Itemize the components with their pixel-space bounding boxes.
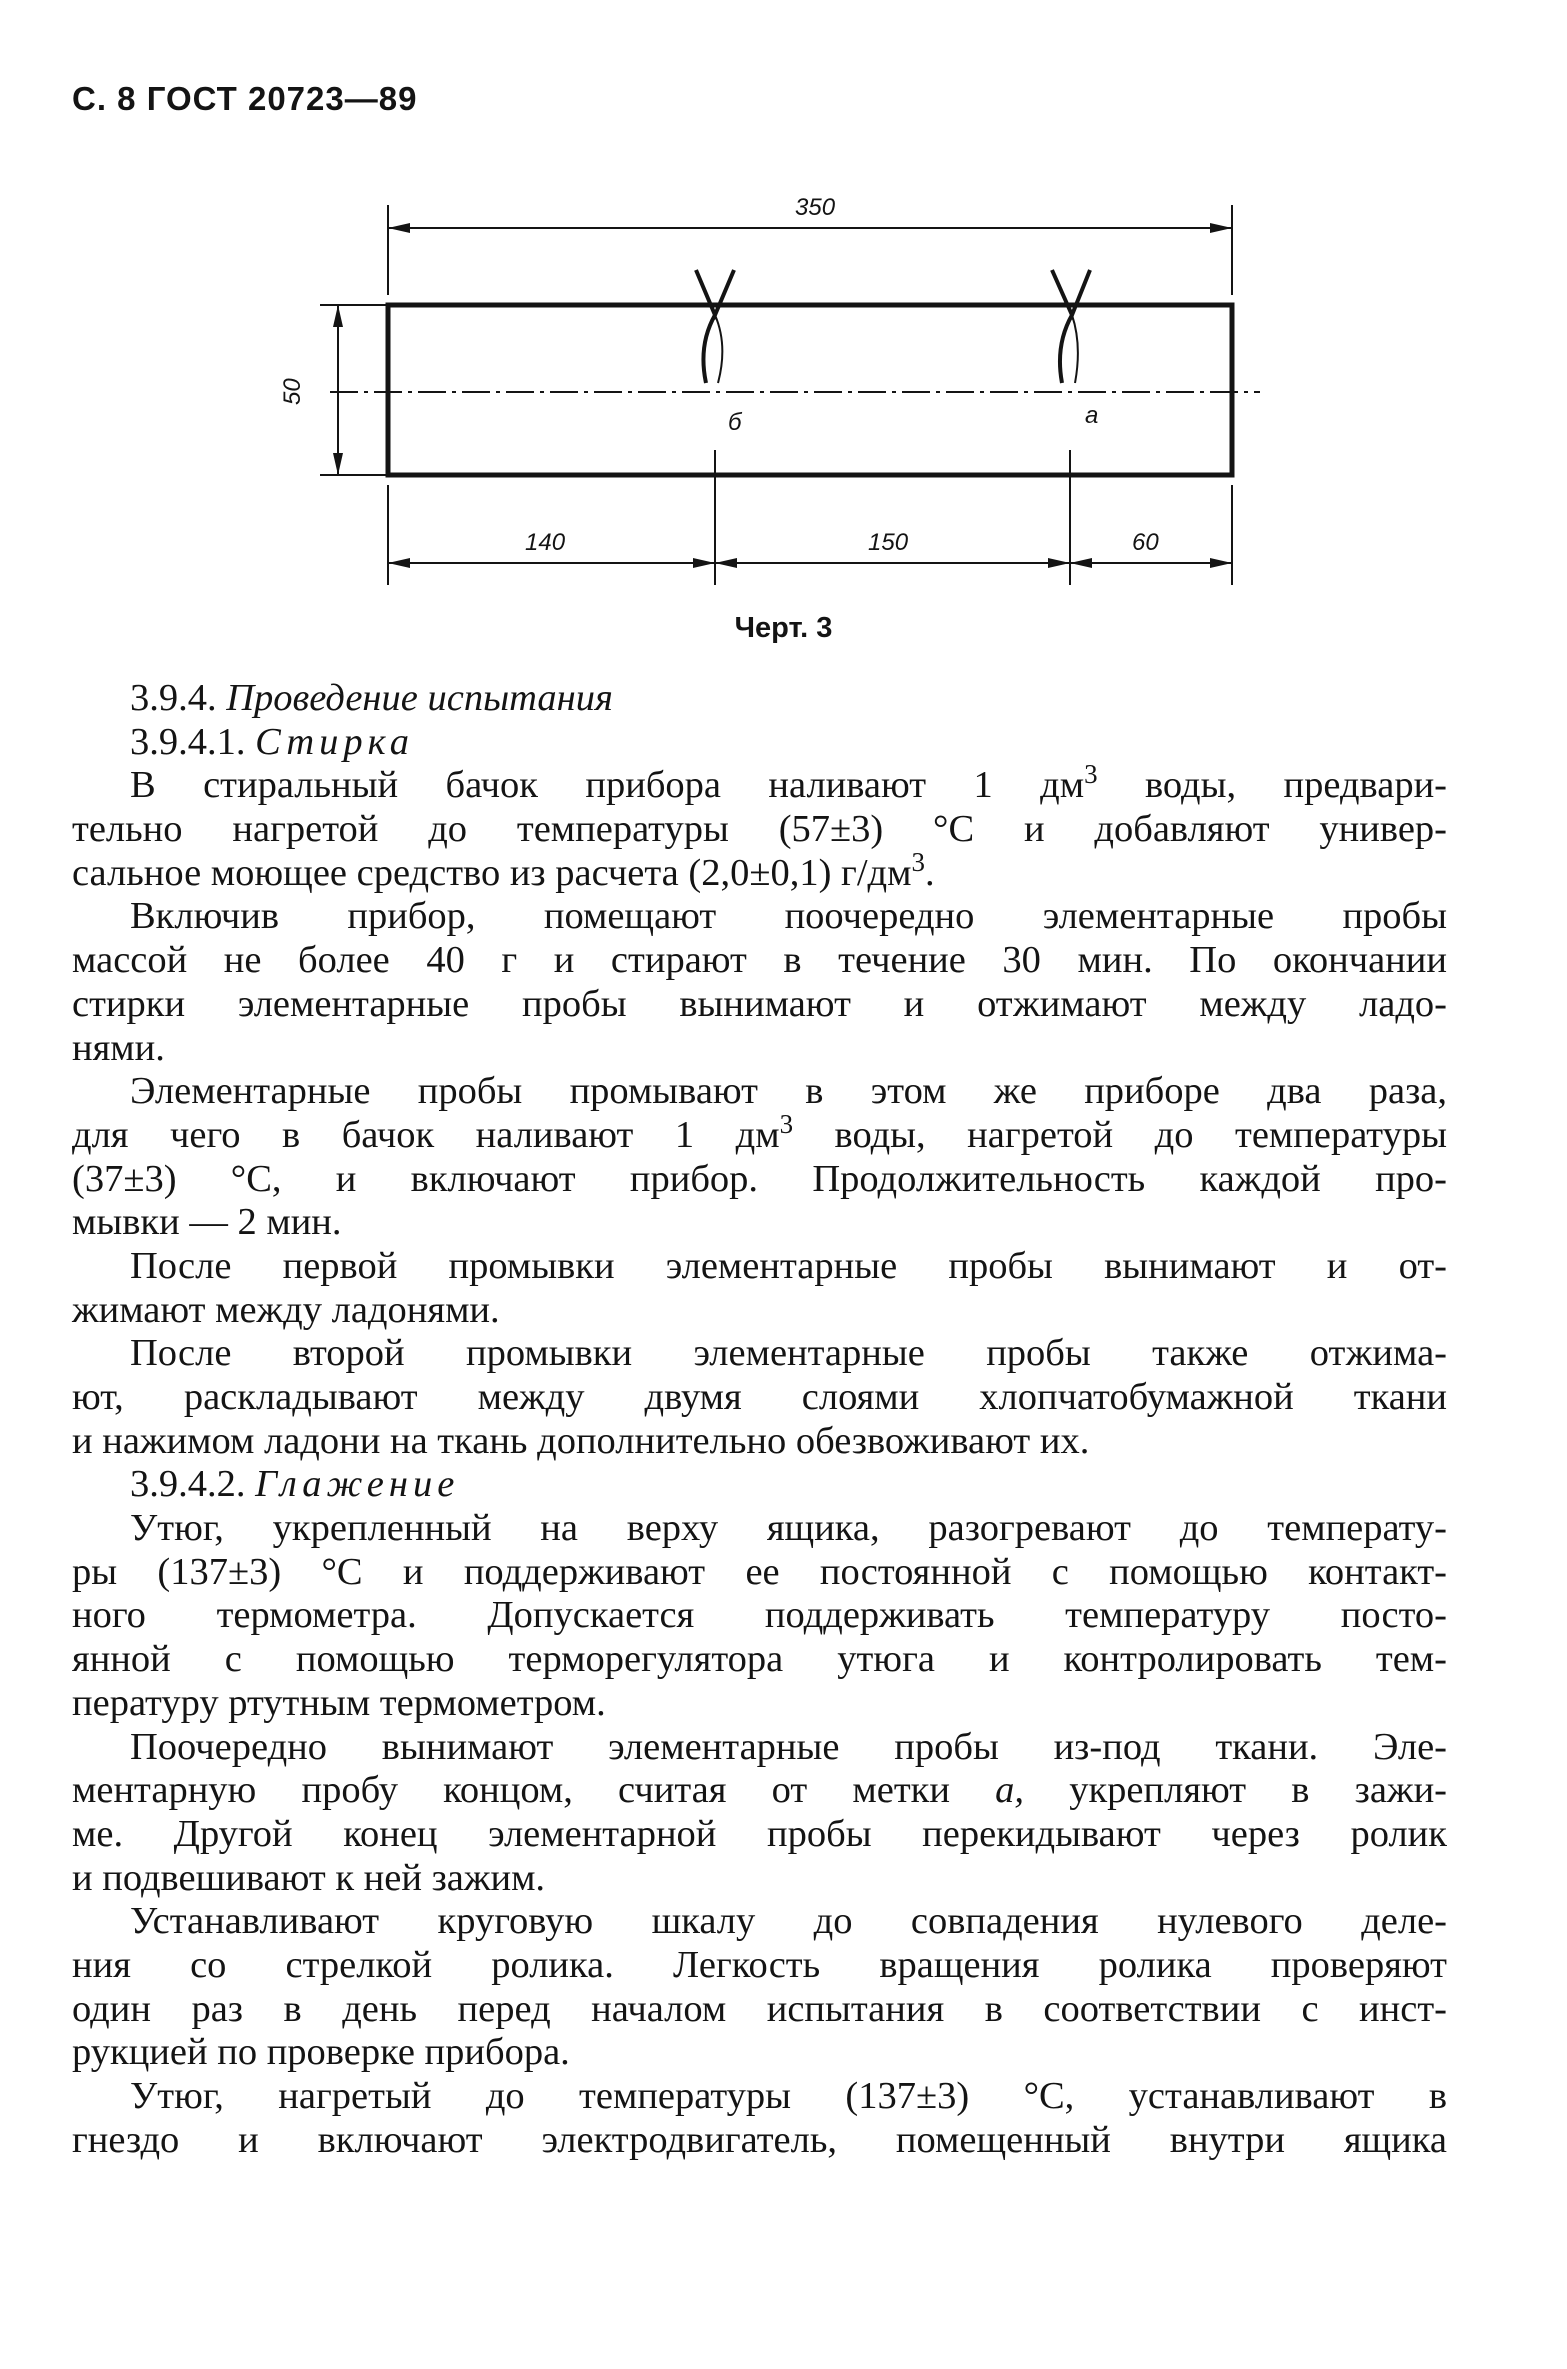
section-title: Стирка	[255, 720, 414, 763]
text-line: и нажимом ладони на ткань дополнительно обезвоживают их.	[72, 1419, 1090, 1462]
text-line: ния со стрелкой ролика. Легкость вращения ролика проверяют	[72, 1943, 1447, 1986]
text-line: После второй промывки элементарные пробы также отжима-	[130, 1332, 1447, 1375]
text-line: ме. Другой конец элементарной пробы перекидывают через ролик	[72, 1812, 1447, 1855]
text-part: укрепляют в зажи-	[1024, 1769, 1447, 1812]
mark-a: а	[1085, 402, 1099, 429]
body-text	[72, 677, 1447, 2162]
text-line: Утюг, укрепленный на верху ящика, разогревают до температу-	[130, 1507, 1447, 1550]
text-line: стирки элементарные пробы вынимают и отжимают между ладо-	[72, 982, 1447, 1025]
page-header: С. 8 ГОСТ 20723—89	[72, 80, 418, 117]
section-number: 3.9.4.2.	[130, 1463, 246, 1506]
dim-left: 140	[525, 529, 566, 556]
text-line: Элементарные пробы промывают в этом же приборе два раза,	[130, 1070, 1447, 1113]
text-line: пературу ртутным термометром.	[72, 1681, 606, 1724]
section-heading	[72, 677, 1447, 721]
mark-b: б	[728, 409, 742, 436]
text-part: воды, нагретой до температуры	[793, 1113, 1447, 1156]
figure-caption: Черт. 3	[734, 612, 833, 644]
section-number: 3.9.4.	[130, 677, 217, 719]
text-part: для чего в бачок наливают 1 дм	[72, 1113, 780, 1156]
superscript: 3	[1084, 759, 1098, 790]
text-line: гнездо и включают электродвигатель, помещенный внутри ящика	[72, 2118, 1447, 2161]
section-title: Глажение	[255, 1463, 460, 1506]
text-line: нями.	[72, 1026, 165, 1069]
text-line: (37±3) °С, и включают прибор. Продолжительность каждой про-	[72, 1157, 1447, 1200]
text-line	[72, 1109, 1447, 1158]
text-line: и подвешивают к ней зажим.	[72, 1856, 546, 1899]
text-line: один раз в день перед началом испытания в соответствии с инст-	[72, 1987, 1447, 2030]
text-line: ют, раскладывают между двумя слоями хлопчатобумажной ткани	[72, 1376, 1447, 1418]
text-line: После первой промывки элементарные пробы вынимают и от-	[130, 1244, 1447, 1287]
text-line: мывки — 2 мин.	[72, 1201, 342, 1244]
text-part: .	[924, 851, 935, 894]
section-number: 3.9.4.1.	[130, 720, 246, 763]
dim-total: 350	[795, 195, 836, 221]
mark-reference: а,	[995, 1769, 1025, 1812]
section-heading	[72, 721, 1447, 765]
dim-height: 50	[279, 378, 306, 405]
text-line	[72, 846, 1447, 896]
text-line: рукцией по проверке прибора.	[72, 2031, 570, 2074]
section-heading	[72, 1463, 1447, 1507]
text-line	[72, 1769, 1447, 1813]
text-line: Включив прибор, помещают поочередно элементарные пробы	[130, 895, 1447, 938]
section-title: Проведение испытания	[226, 677, 613, 719]
dim-middle: 150	[868, 529, 909, 556]
text-line: Поочередно вынимают элементарные пробы из-под ткани. Эле-	[130, 1725, 1447, 1768]
superscript: 3	[779, 1109, 794, 1140]
text-line: жимают между ладонями.	[72, 1288, 500, 1331]
text-line: массой не более 40 г и стирают в течение 30 мин. По окончании	[72, 939, 1447, 982]
text-line: Устанавливают круговую шкалу до совпадения нулевого деле-	[130, 1900, 1447, 1943]
dim-right: 60	[1132, 529, 1159, 556]
text-line	[72, 759, 1447, 808]
text-line: тельно нагретой до температуры (57±3) °С и добавляют универ-	[72, 808, 1447, 851]
superscript: 3	[911, 846, 925, 877]
text-line: ры (137±3) °С и поддерживают ее постоянной с помощью контакт-	[72, 1550, 1447, 1593]
text-part: ментарную пробу концом, считая от метки	[72, 1769, 996, 1812]
text-line: янной с помощью терморегулятора утюга и контролировать тем-	[72, 1638, 1447, 1681]
text-line: Утюг, нагретый до температуры (137±3) °С, устанавливают в	[130, 2075, 1447, 2117]
text-part: воды, предвари-	[1097, 764, 1447, 807]
text-line: ного термометра. Допускается поддерживать температуру посто-	[72, 1594, 1447, 1637]
text-part: сальное моющее средство из расчета (2,0±0,1) г/дм	[72, 851, 912, 894]
specimen-drawing	[260, 195, 1280, 595]
text-part: В стиральный бачок прибора наливают 1 дм	[130, 764, 1085, 807]
